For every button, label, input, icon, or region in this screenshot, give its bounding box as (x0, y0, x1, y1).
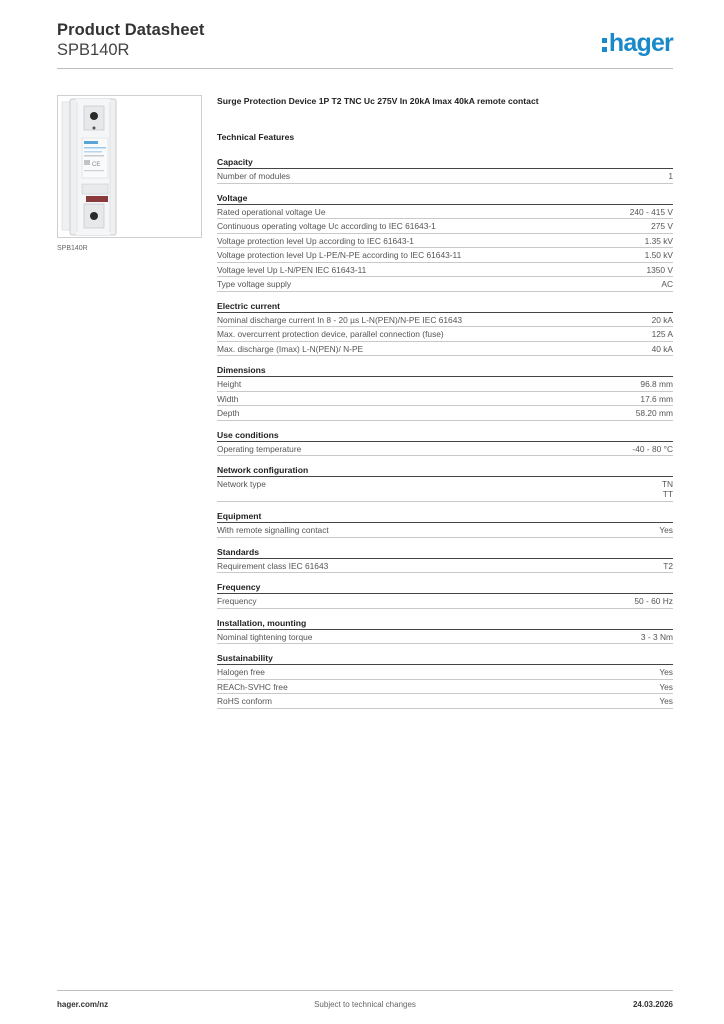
surge-protector-icon (58, 96, 202, 238)
table-row (217, 263, 673, 278)
section-use-conditions (217, 430, 673, 457)
section-title: Electric current (217, 301, 673, 313)
row-label: Depth (217, 408, 240, 418)
section-title: Standards (217, 547, 673, 559)
table-row (217, 313, 673, 328)
row-label: Nominal tightening torque (217, 631, 313, 642)
section-title: Voltage (217, 193, 673, 205)
row-label: Max. overcurrent protection device, parallel connection (fuse) (217, 329, 444, 339)
table-row (217, 169, 673, 184)
table-row (217, 442, 673, 457)
table-row (217, 523, 673, 538)
section-title: Sustainability (217, 653, 673, 665)
section-equipment (217, 511, 673, 538)
logo-text: hager (608, 28, 673, 57)
section-dimensions (217, 365, 673, 421)
product-content (217, 96, 673, 718)
row-label: Number of modules (217, 171, 291, 181)
section-title: Capacity (217, 157, 673, 169)
technical-features-heading: Technical Features (217, 132, 295, 142)
product-image-caption: SPB140R (57, 245, 88, 252)
row-value: Yes (659, 696, 673, 706)
row-label: Continuous operating voltage Uc according to IEC 61643-1 (217, 221, 436, 231)
row-value: 58.20 mm (635, 408, 673, 418)
row-label: With remote signalling contact (217, 525, 329, 535)
table-row (217, 680, 673, 695)
table-row (217, 205, 673, 220)
product-description: Surge Protection Device 1P T2 TNC Uc 275V In 20kA Imax 40kA remote contact (217, 96, 539, 106)
table-row (217, 477, 673, 502)
row-label: Height (217, 379, 242, 389)
row-value: AC (661, 279, 673, 289)
row-label: Nominal discharge current In 8 - 20 µs L-N(PEN)/N-PE IEC 61643 (217, 314, 463, 325)
section-sustainability (217, 653, 673, 709)
row-value: 20 kA (651, 314, 673, 325)
row-value: 50 - 60 Hz (634, 596, 673, 606)
footer-date: 24.03.2026 (632, 1000, 673, 1009)
section-installation-mounting (217, 618, 673, 645)
row-label: Type voltage supply (217, 279, 292, 289)
row-value: 1 (668, 171, 673, 181)
logo-dots-icon (602, 38, 607, 52)
section-title: Dimensions (217, 365, 673, 377)
row-value-item: TT (662, 489, 673, 499)
row-label: Max. discharge (Imax) L-N(PEN)/ N-PE (217, 343, 364, 354)
row-value: T2 (663, 560, 673, 571)
section-title: Installation, mounting (217, 618, 673, 630)
footer-note: Subject to technical changes (314, 1000, 416, 1009)
table-row (217, 219, 673, 234)
row-value: Yes (659, 667, 673, 677)
row-label: Rated operational voltage Ue (217, 206, 326, 217)
row-value: 275 V (651, 221, 673, 231)
row-value (662, 479, 673, 499)
row-label: Voltage protection level Up L-PE/N-PE according to IEC 61643-11 (217, 250, 462, 260)
section-standards (217, 547, 673, 574)
row-label: Width (217, 393, 239, 404)
product-image (57, 95, 202, 238)
row-value: Yes (659, 681, 673, 692)
section-title: Frequency (217, 582, 673, 594)
row-value: 3 - 3 Nm (640, 631, 673, 642)
section-voltage (217, 193, 673, 292)
page-title: Product Datasheet (57, 21, 205, 39)
table-row (217, 406, 673, 421)
row-label: Halogen free (217, 667, 265, 677)
table-row (217, 342, 673, 357)
svg-text:CE: CE (92, 162, 101, 168)
table-row (217, 694, 673, 709)
row-label: Requirement class IEC 61643 (217, 560, 329, 571)
row-value: 17.6 mm (640, 393, 673, 404)
row-value: 125 A (651, 329, 673, 339)
table-row (217, 377, 673, 392)
row-label: Voltage protection level Up according to IEC 61643-1 (217, 235, 414, 246)
row-label: Operating temperature (217, 443, 302, 454)
page-footer (57, 990, 673, 1010)
row-value: 1350 V (646, 264, 673, 275)
table-row (217, 392, 673, 407)
table-row (217, 630, 673, 645)
row-value: Yes (659, 525, 673, 535)
row-value: 96.8 mm (640, 379, 673, 389)
table-row (217, 248, 673, 263)
section-electric-current (217, 301, 673, 357)
row-label: RoHS conform (217, 696, 272, 706)
table-row (217, 234, 673, 249)
table-row (217, 327, 673, 342)
section-title: Use conditions (217, 430, 673, 442)
table-row (217, 559, 673, 574)
page-header (57, 21, 673, 69)
row-label: Frequency (217, 596, 257, 606)
section-title: Network configuration (217, 465, 673, 477)
row-value: 1.35 kV (644, 235, 673, 246)
table-row (217, 594, 673, 609)
row-value: 40 kA (651, 343, 673, 354)
table-row (217, 277, 673, 292)
row-value: 240 - 415 V (629, 206, 673, 217)
product-code: SPB140R (57, 41, 130, 59)
table-row (217, 665, 673, 680)
section-title: Equipment (217, 511, 673, 523)
footer-website-link[interactable]: hager.com/nz (57, 1000, 109, 1009)
row-label: REACh-SVHC free (217, 681, 288, 692)
row-value: 1.50 kV (644, 250, 673, 260)
section-network-configuration (217, 465, 673, 502)
row-value: -40 - 80 °C (632, 443, 673, 454)
row-value-item: TN (661, 479, 673, 489)
section-frequency (217, 582, 673, 609)
row-label: Network type (217, 479, 266, 489)
section-capacity (217, 157, 673, 184)
row-label: Voltage level Up L-N/PEN IEC 61643-11 (217, 264, 367, 275)
hager-logo (602, 29, 673, 57)
